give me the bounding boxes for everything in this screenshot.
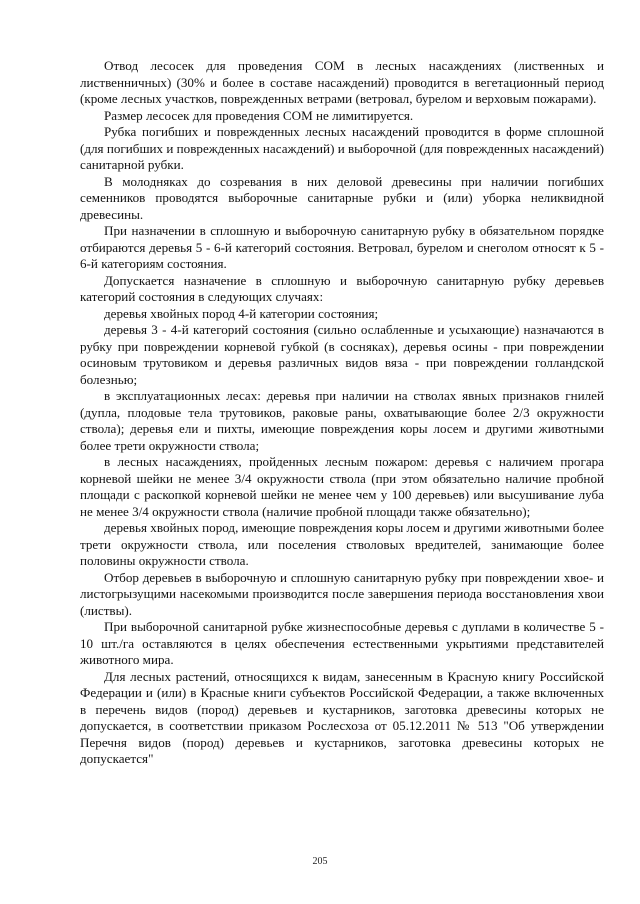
paragraph: При назначении в сплошную и выборочную санитарную рубку в обязательном порядке отбираются деревья 5 - 6-й категорий состояния. Ветровал, бурелом и снеголом относят к 5 - 6-й категориям состояния. <box>80 223 604 271</box>
paragraph: Рубка погибших и поврежденных лесных насаждений проводится в форме сплошной (для погибших и поврежденных насаждений) и выборочной (для поврежденных насаждений) санитарной рубки. <box>80 124 604 172</box>
paragraph: деревья 3 - 4-й категорий состояния (сильно ослабленные и усыхающие) назначаются в рубку при повреждении корневой губкой (в сосняках), деревья осины - при повреждении осиновым трутовиком и деревья различных видов вяза - при повреждении голландской болезнью; <box>80 322 604 387</box>
paragraph: При выборочной санитарной рубке жизнеспособные деревья с дуплами в количестве 5 - 10 шт./га оставляются в целях обеспечения естественными укрытиями представителей животного мира. <box>80 619 604 667</box>
page-number: 205 <box>312 856 328 867</box>
paragraph: В молодняках до созревания в них деловой древесины при наличии погибших семенников проводятся выборочные санитарные рубки и (или) уборка неликвидной древесины. <box>80 173 604 222</box>
paragraph: Допускается назначение в сплошную и выборочную санитарную рубку деревьев категорий состояния в следующих случаях: <box>80 272 604 304</box>
paragraph: в лесных насаждениях, пройденных лесным пожаром: деревья с наличием прогара корневой шейки не менее 3/4 окружности ствола (при этом обязательно наличие пробной площади с раскопкой корневой шейки не менее чем у 100 деревьев) или высушивание луба не менее 3/4 окружности ствола (наличие пробной площади также обязательно); <box>80 454 604 519</box>
paragraph: Размер лесосек для проведения СОМ не лимитируется. <box>104 107 414 123</box>
paragraph: деревья хвойных пород, имеющие повреждения коры лосем и другими животными более трети окружности ствола, или поселения стволовых вредителей, занимающие более половины окружности ствола. <box>80 520 604 568</box>
paragraph: в эксплуатационных лесах: деревья при наличии на стволах явных признаков гнилей (дупла, плодовые тела трутовиков, раковые раны, охватывающие более 2/3 окружности ствола); деревья ели и пихты, имеющие повреждения коры лосем и другими животными более трети окружности ствола; <box>80 388 604 453</box>
paragraph: Для лесных растений, относящихся к видам, занесенным в Красную книгу Российской Федерации и (или) в Красные книги субъектов Российской Федерации, а также включенных в перечень видов (пород) деревьев и кустарников, заготовка древесины которых не допускается, в соответствии приказом Рослесхоза от 05.12.2011 № 513 "Об утверждении Перечня видов (пород) деревьев и кустарников, заготовка древесины которых не допускается" <box>80 668 604 766</box>
paragraph: Отбор деревьев в выборочную и сплошную санитарную рубку при повреждении хвое- и листогрызущими насекомыми производится после завершения периода восстановления хвои (листвы). <box>80 569 604 618</box>
paragraph: деревья хвойных пород 4-й категории состояния; <box>104 305 379 321</box>
document-body <box>80 58 604 768</box>
paragraph: Отвод лесосек для проведения СОМ в лесных насаждениях (лиственных и лиственничных) (30% и более в составе насаждений) проводится в вегетационный период (кроме лесных участков, поврежденных ветрами (ветровал, бурелом и верховым пожарами). <box>80 58 604 106</box>
